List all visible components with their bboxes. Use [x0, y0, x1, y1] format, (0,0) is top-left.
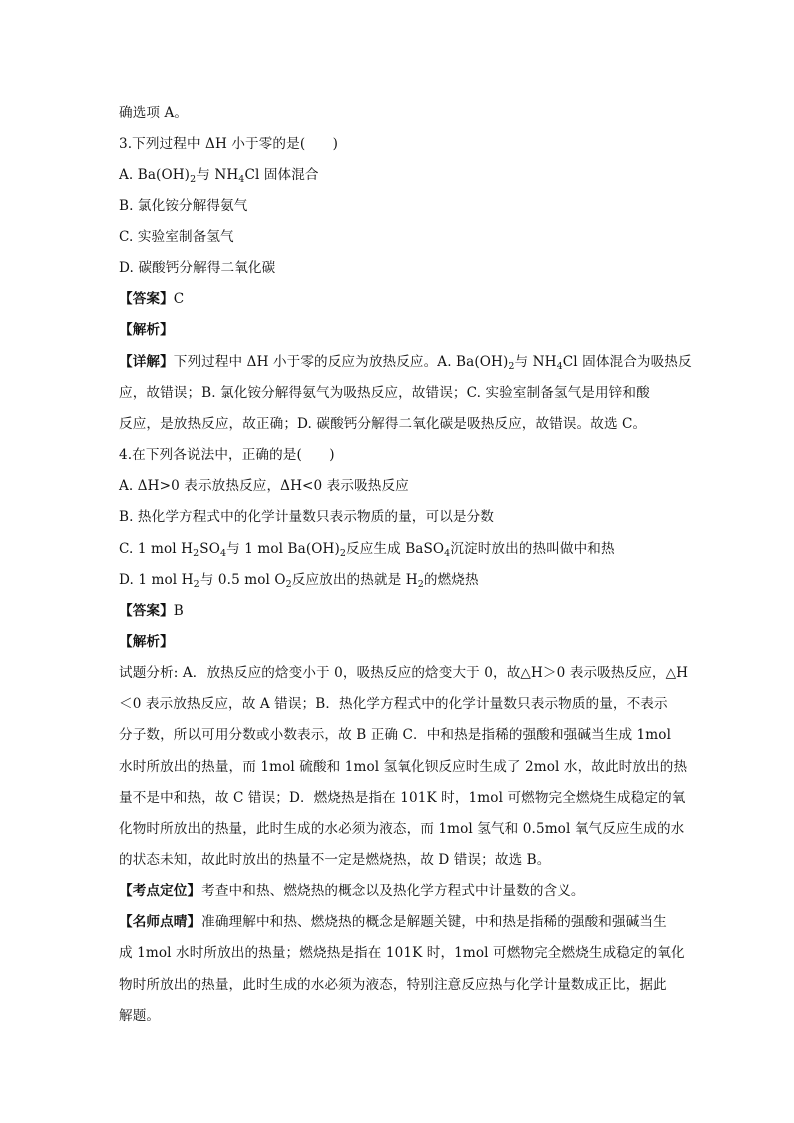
teacher-comment-line: 物时所放出的热量，此时生成的水必须为液态，特别注意反应热与化学计量数成正比，据此 — [119, 977, 667, 993]
knowledge-point-line: 【考点定位】考查中和热、燃烧热的概念以及热化学方程式中计量数的含义。 — [119, 883, 585, 899]
question-3-option-a: A. $Ba(OH)_2$与 $NH_4Cl$ 固体混合 — [119, 167, 319, 185]
question-4-answer: 【答案】B — [119, 603, 184, 619]
question-3-analysis-heading — [119, 321, 174, 339]
question-3-option-b: B. 氯化铵分解得氨气 — [119, 198, 248, 214]
question-3-option-d: D. 碳酸钙分解得二氧化碳 — [119, 260, 276, 276]
teacher-comment-line: 解题。 — [119, 1008, 161, 1024]
question-4-explanation-line: 试题分析: A．放热反应的焓变小于 0，吸热反应的焓变大于 0，故△H＞0 表示吸热反应，△H — [119, 665, 689, 681]
question-4-explanation-line: 分子数，所以可用分数或小数表示，故 B 正确 C．中和热是指稀的强酸和强碱当生成 1mol — [119, 727, 672, 743]
knowledge-point-tag: 【考点定位】 — [119, 883, 202, 899]
question-4-explanation-line: 化物时所放出的热量，此时生成的水必须为液态，而 1mol 氢气和 0.5mol 氧气反应生成的水 — [119, 821, 685, 837]
question-4-option-a: A. ΔH>0 表示放热反应，ΔH<0 表示吸热反应 — [119, 478, 409, 494]
question-4-option-c: C. 1 mol $H_2SO_4$与 1 mol $Ba(OH)_2$反应生成 BaSO$_4$沉淀时放出的热叫做中和热 — [119, 541, 615, 559]
line-text: 确选项 A。 — [119, 105, 189, 121]
question-3-answer: 【答案】C — [119, 291, 185, 307]
question-3-option-c: C. 实验室制备氢气 — [119, 229, 234, 245]
teacher-comment-line: 【名师点晴】准确理解中和热、燃烧热的概念是解题关键，中和热是指稀的强酸和强碱当生 — [119, 914, 667, 930]
question-4-explanation-line: 量不是中和热，故 C 错误；D．燃烧热是指在 101K 时，1mol 可燃物完全燃烧生成稳定的氧 — [119, 790, 686, 806]
analysis-tag: 【解析】 — [119, 322, 174, 338]
question-4-stem: 4.在下列各说法中，正确的是( ) — [119, 447, 335, 463]
question-4-option-d: D. 1 mol $H_2$与 0.5 mol $O_2$反应放出的热就是 $H_2$的燃烧热 — [119, 572, 479, 590]
question-3-explanation-line: 反应，是放热反应，故正确；D. 碳酸钙分解得二氧化碳是吸热反应，故错误。故选 C。 — [119, 416, 647, 432]
question-4-explanation-line: 的状态未知，故此时放出的热量不一定是燃烧热，故 D 错误；故选 B。 — [119, 852, 551, 868]
answer-tag: 【答案】 — [119, 603, 174, 619]
line-text: 3.下列过程中 ΔH 小于零的是( ) — [119, 136, 339, 152]
question-4-explanation-line: 水时所放出的热量，而 1mol 硫酸和 1mol 氢氧化钡反应时生成了 2mol 水，故此时放出的热 — [119, 759, 688, 775]
answer-tag: 【答案】 — [119, 291, 174, 307]
text-line — [119, 104, 188, 122]
question-4-analysis-heading — [119, 633, 174, 651]
question-3-stem — [119, 135, 338, 153]
question-3-explanation-line: 【详解】下列过程中 ΔH 小于零的反应为放热反应。A. $Ba(OH)_2$与 $NH_4Cl$ 固体混合为吸热反 — [119, 354, 692, 372]
analysis-tag: 【解析】 — [119, 634, 174, 650]
question-3-explanation-line: 应，故错误；B. 氯化铵分解得氨气为吸热反应，故错误；C. 实验室制备氢气是用锌和酸 — [119, 385, 650, 401]
question-4-option-b: B. 热化学方程式中的化学计量数只表示物质的量，可以是分数 — [119, 509, 494, 525]
detail-tag: 【详解】 — [119, 354, 174, 370]
teacher-comment-line: 成 1mol 水时所放出的热量；燃烧热是指在 101K 时，1mol 可燃物完全燃烧生成稳定的氧化 — [119, 945, 685, 961]
question-4-explanation-line: ＜0 表示放热反应，故 A 错误；B．热化学方程式中的化学计量数只表示物质的量，不表示 — [119, 696, 668, 712]
teacher-comment-tag: 【名师点晴】 — [119, 914, 202, 930]
